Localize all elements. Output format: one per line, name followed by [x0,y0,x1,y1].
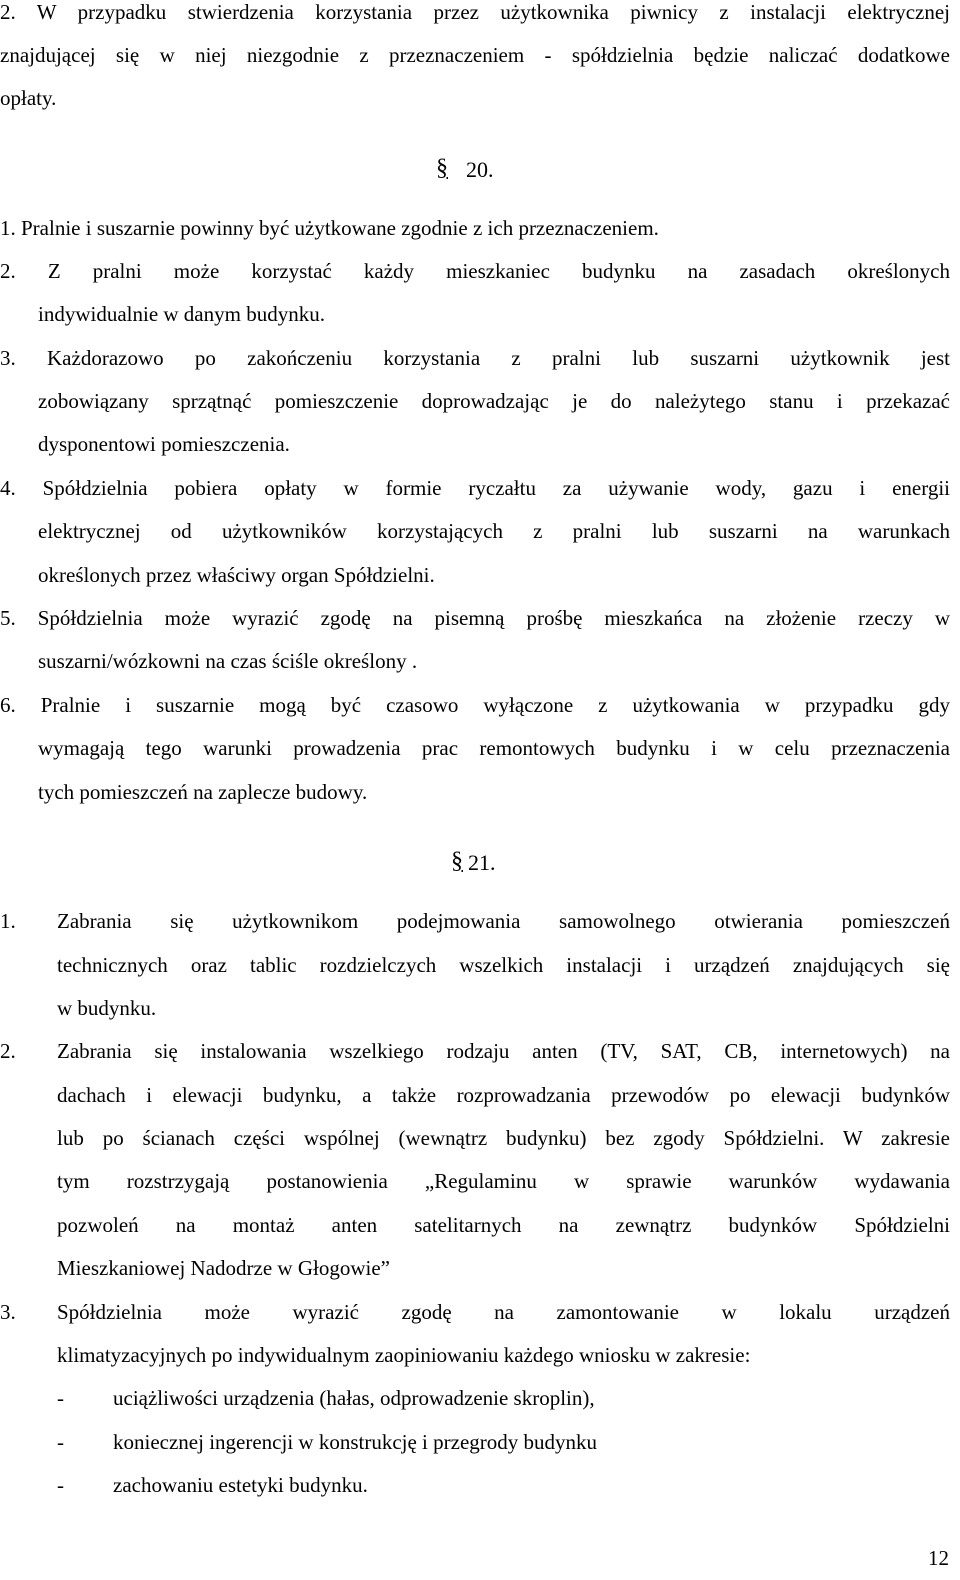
s21-p3-line-2: klimatyzacyjnych po indywidualnym zaopiniowaniu każdego wniosku w zakresie: [57,1343,751,1367]
s21-p3-line-1: Spółdzielnia może wyrazić zgodę na zamontowanie w lokalu urządzeń [57,1300,950,1324]
s20-p6-line-1: 6. Pralnie i suszarnie mogą być czasowo wyłączone z użytkowania w przypadku gdy [0,693,950,717]
bullet-text: zachowaniu estetyki budynku. [113,1473,368,1497]
s20-p3-line-2: zobowiązany sprzątnąć pomieszczenie doprowadzając je do należytego stanu i przekazać [38,389,950,413]
s20-point-1: 1. Pralnie i suszarnie powinny być użytkowane zgodnie z ich przeznaczeniem. [0,216,659,240]
section-heading-20 [0,155,960,186]
s20-p2-line-2: indywidualnie w danym budynku. [38,302,325,326]
s20-p4-line-1: 4. Spółdzielnia pobiera opłaty w formie ryczałtu za używanie wody, gazu i energii [0,476,950,500]
s20-p6-line-3: tych pomieszczeń na zaplecze budowy. [38,780,368,804]
section-sign: § [451,848,463,874]
s21-p2-line-1: Zabrania się instalowania wszelkiego rodzaju anten (TV, SAT, CB, internetowych) na [57,1039,950,1063]
s19-p2-line-3: opłaty. [0,86,57,110]
s20-p6-line-2: wymagają tego warunki prowadzenia prac remontowych budynku i w celu przeznaczenia [38,736,950,760]
bullet-dash: - [57,1473,64,1497]
s21-p2-line-5: pozwoleń na montaż anten satelitarnych na zewnątrz budynków Spółdzielni [57,1213,950,1237]
section-number: 21. [468,850,496,875]
s21-p2-line-6: Mieszkaniowej Nadodrze w Głogowie” [57,1256,390,1280]
s21-p2-line-2: dachach i elewacji budynku, a także rozprowadzania przewodów po elewacji budynków [57,1083,950,1107]
s19-p2-line-1: 2. W przypadku stwierdzenia korzystania przez użytkownika piwnicy z instalacji elektrycznej [0,0,950,24]
s21-p2-line-3: lub po ścianach części wspólnej (wewnątrz budynku) bez zgody Spółdzielni. W zakresie [57,1126,950,1150]
page-number: 12 [928,1546,949,1570]
s20-p3-line-3: dysponentowi pomieszczenia. [38,432,290,456]
s21-p1-number: 1. [0,909,16,933]
bullet-text: uciążliwości urządzenia (hałas, odprowadzenie skroplin), [113,1386,595,1410]
section-number: 20. [466,157,494,182]
section-sign: § [436,155,448,181]
s21-p2-line-4: tym rozstrzygają postanowienia „Regulaminu w sprawie warunków wydawania [57,1169,950,1193]
bullet-dash: - [57,1430,64,1454]
s21-p2-number: 2. [0,1039,16,1063]
bullet-text: koniecznej ingerencji w konstrukcję i przegrody budynku [113,1430,598,1454]
s20-p4-line-2: elektrycznej od użytkowników korzystających z pralni lub suszarni na warunkach [38,519,950,543]
s21-p1-line-2: technicznych oraz tablic rozdzielczych wszelkich instalacji i urządzeń znajdujących się [57,953,950,977]
s21-p3-number: 3. [0,1300,16,1324]
s21-p1-line-1: Zabrania się użytkownikom podejmowania samowolnego otwierania pomieszczeń [57,909,950,933]
s20-p3-line-1: 3. Każdorazowo po zakończeniu korzystania z pralni lub suszarni użytkownik jest [0,346,950,370]
s20-p5-line-1: 5. Spółdzielnia może wyrazić zgodę na pisemną prośbę mieszkańca na złożenie rzeczy w [0,606,950,630]
s20-p2-line-1: 2. Z pralni może korzystać każdy mieszkaniec budynku na zasadach określonych [0,259,950,283]
s19-p2-line-2: znajdującej się w niej niezgodnie z przeznaczeniem - spółdzielnia będzie naliczać dodatkowe [0,43,950,67]
bullet-dash: - [57,1386,64,1410]
s20-p4-line-3: określonych przez właściwy organ Spółdzielni. [38,563,435,587]
s20-p5-line-2: suszarni/wózkowni na czas ściśle określony . [38,649,418,673]
s21-p1-line-3: w budynku. [57,996,157,1020]
section-heading-21 [0,848,960,879]
